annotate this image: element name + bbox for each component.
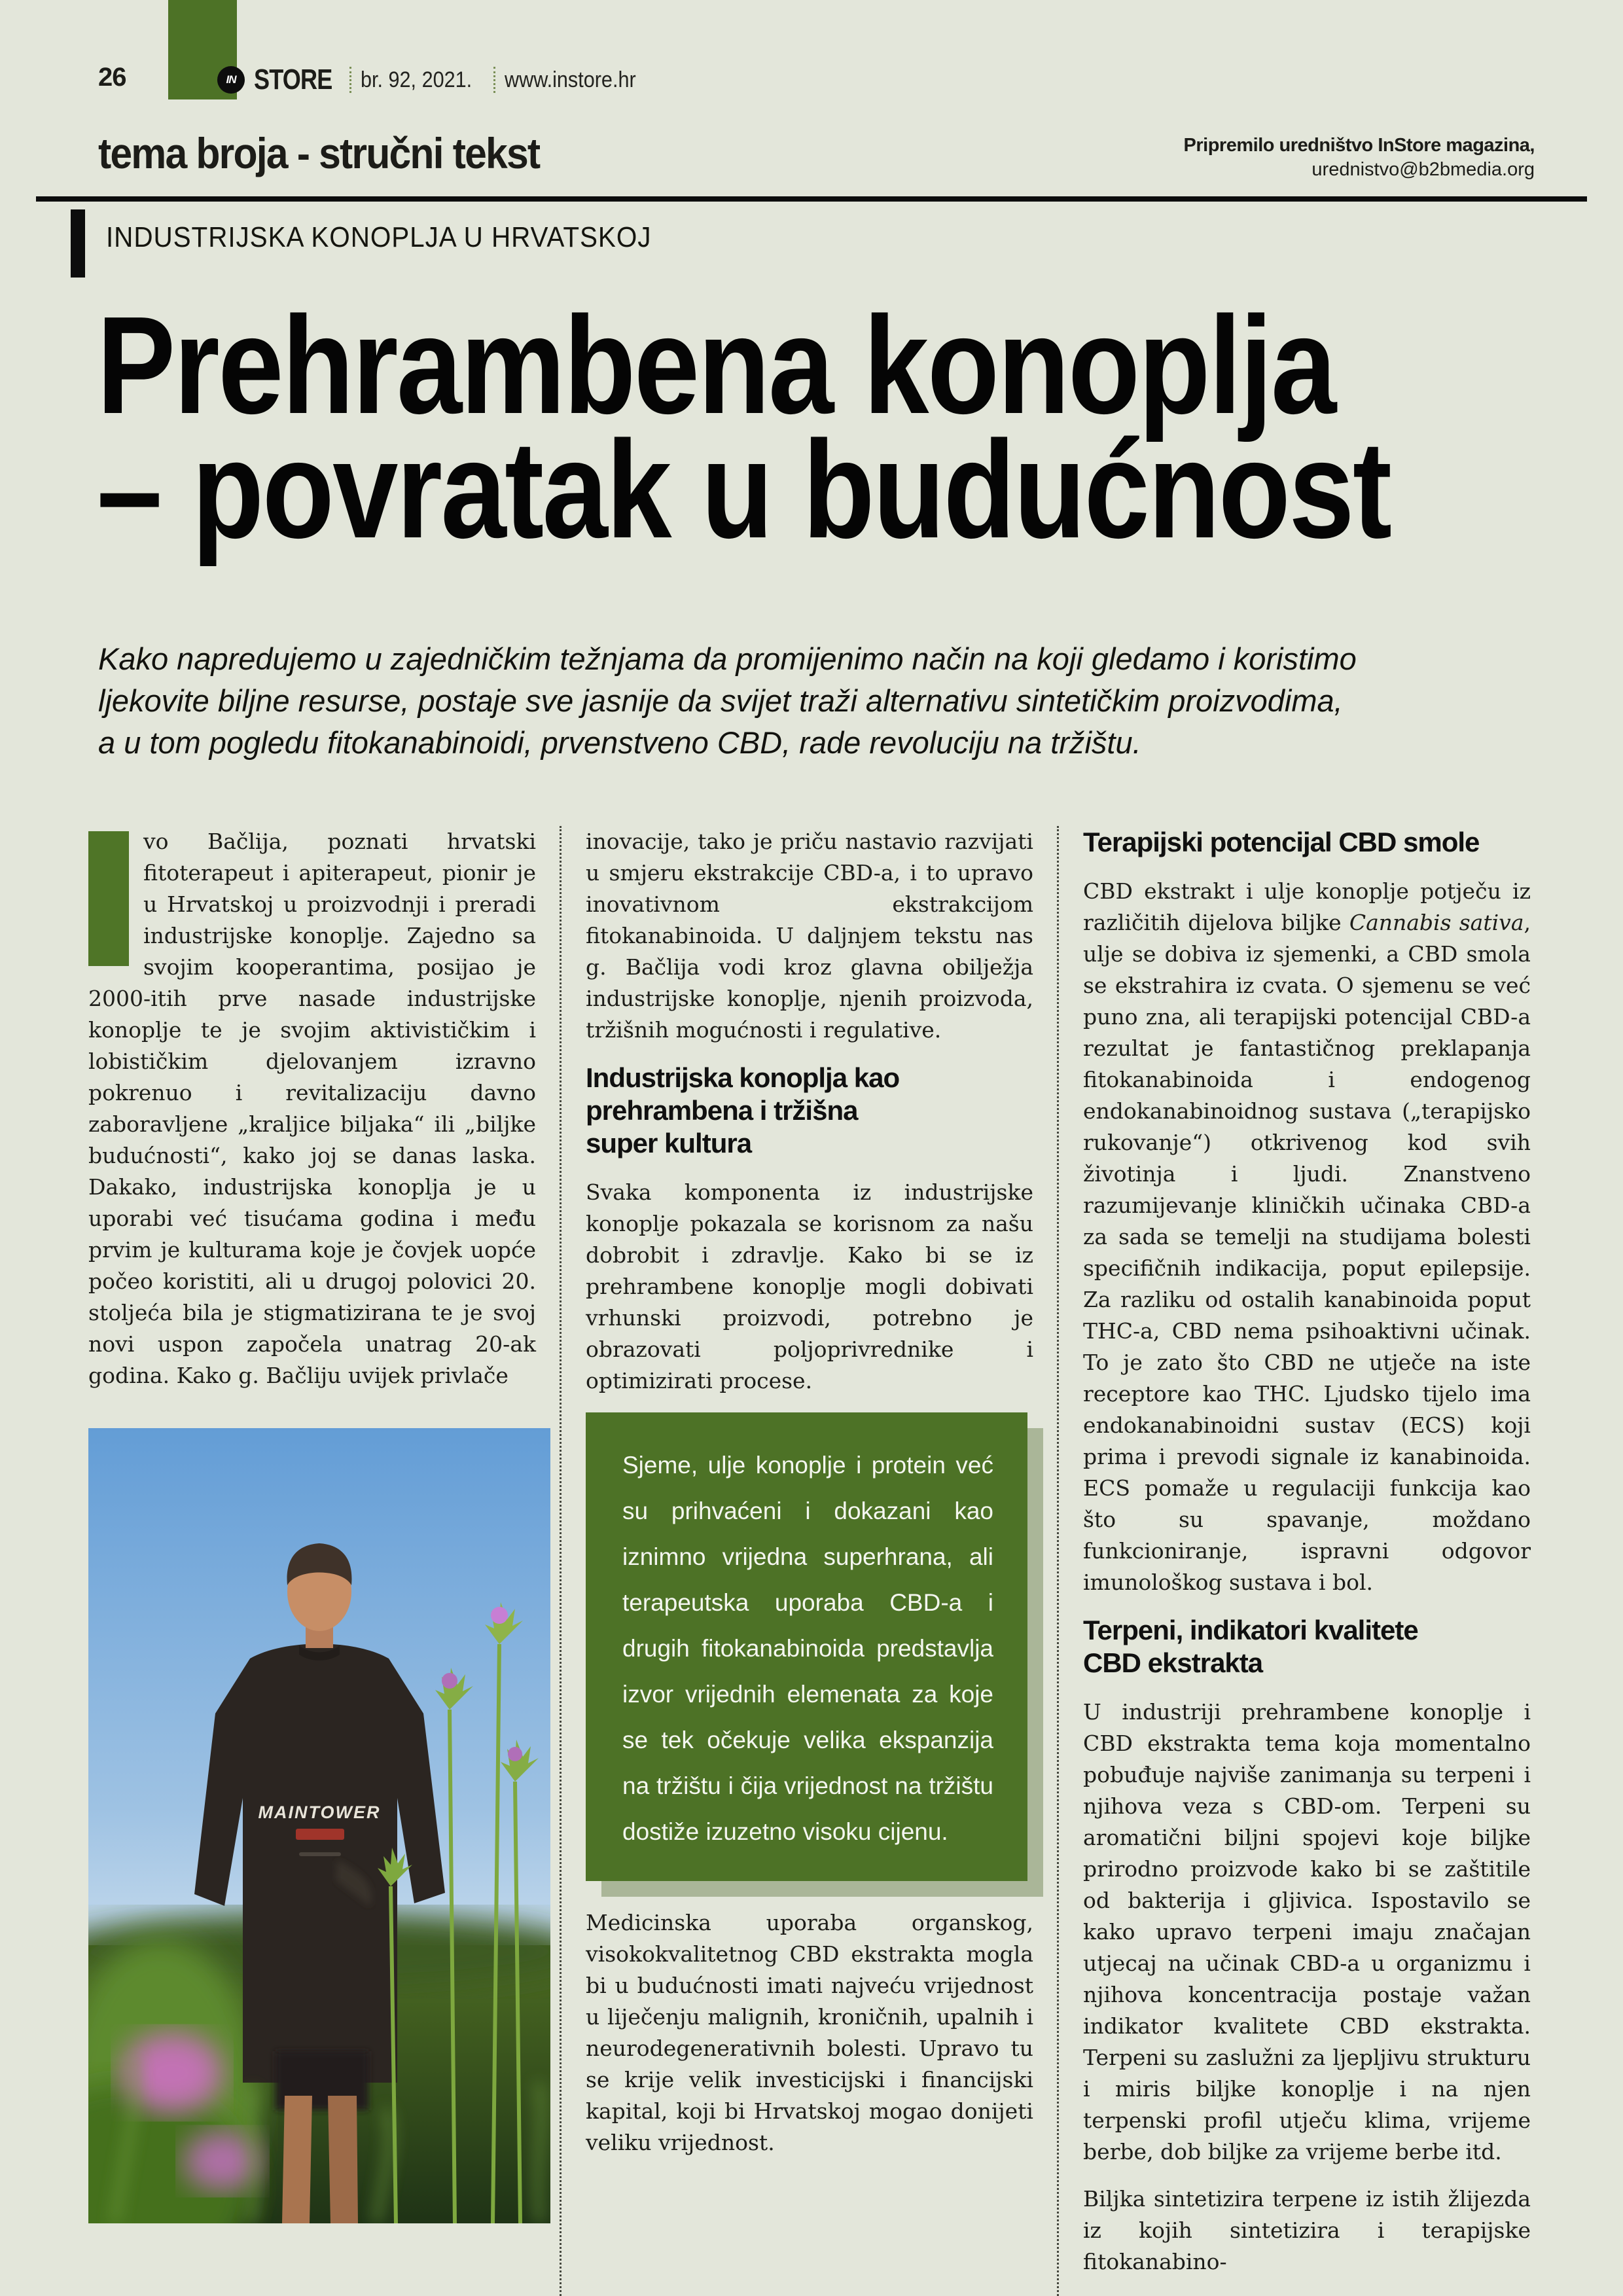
pull-quote-box: Sjeme, ulje konoplje i protein već su prihvaćeni i dokazani kao iznimno vrijedna superhrana, ali terapeutska uporaba CBD-a i drugih fitokanabinoida predstavlja izvor vrijednih elemenata za koje se tek očekuje velika ekspanzija na tržištu i čija vrijednost na tržištu dostiže izuzetno visoku cijenu. (586, 1412, 1027, 1881)
body-paragraph: inovacije, tako je priču nastavio razvijati u smjeru ekstrakcije CBD-a, i to upravo inovativnom ekstrakcijom fitokanabinoida. U daljnjem tekstu nas g. Bačlija vodi kroz glavna obilježja industrijske konoplje, njenih proizvoda, tržišnih mogućnosti i regulative. (586, 829, 1033, 1043)
headline-line2: – povratak u budućnost (97, 412, 1391, 567)
body-paragraph (88, 826, 536, 1391)
field-portrait-photo (88, 1428, 550, 2223)
lede-line: a u tom pogledu fitokanabinoidi, prvenstveno CBD, rade revoluciju na tržištu. (98, 725, 1141, 760)
masthead-divider (349, 67, 351, 93)
lede (98, 638, 1525, 764)
subheading-line: Terapijski potencijal CBD smole (1083, 827, 1480, 857)
column-1 (88, 826, 536, 2296)
subheading-line: Industrijska konoplja kao (586, 1062, 900, 1093)
body-paragraph: Medicinska uporaba organskog, visokokvalitetnog CBD ekstrakta mogla bi u budućnosti imati najveću vrijednost u liječenju malignih, kroničnih, upalnih i neurodegenerativnih bolesti. Upravo tu se krije velik investicijski i financijski kapital, koji bi Hrvatskoj mogao donijeti veliku vrijednost. (586, 1910, 1033, 2155)
credit-line: Pripremilo uredništvo InStore magazina, (1183, 135, 1535, 156)
paragraph-text: CBD ekstrakt i ulje konoplje potječu iz različitih dijelova biljke (1083, 878, 1531, 935)
subheading-terpeni (1083, 1614, 1531, 1679)
subheading-line: CBD ekstrakta (1083, 1647, 1263, 1678)
lede-line: Kako napredujemo u zajedničkim težnjama da promijenimo način na koji gledamo i koristimo (98, 641, 1357, 676)
dropcap-I (88, 831, 129, 966)
paragraph-text: vo Bačlija, poznati hrvatski fitoterapeut i apiterapeut, pionir je u Hrvatskoj u proizvodnji i preradi industrijske konoplje. Zajedno sa svojim kooperantima, posijao je 2000-itih prve nasade industrijske konoplje te je svojim aktivističkim i lobističkim djelovanjem izravno pokrenuo i revitalizaciju davno zaboravljene „kraljice biljaka“ ili „biljke budućnosti“, kako joj se danas laska. Dakako, industrijska konoplja je u uporabi već tisućama godina i među prvim je kulturama koje je čovjek uopće počeo koristiti, ali u drugoj polovici 20. stoljeća bila je stigmatizirana te je svoj novi uspon započela unatrag 20-ak godina. Kako g. Bačliju uvijek privlače (88, 829, 536, 1388)
credit-email: urednistvo@b2bmedia.org (1311, 159, 1535, 180)
page-number: 26 (98, 63, 126, 92)
body-paragraph: U industriji prehrambene konoplje i CBD ekstrakta tema koja momentalno pobuđuje najviše zanimanja su terpeni i njihova veza s CBD-om. Terpeni su aromatični biljni spojevi koje biljke prirodno proizvode kako bi se zaštitile od bakterija i gljivica. Ispostavilo se kako upravo terpeni imaju značajan utjecaj na učinak CBD-a u organizmu i njihova koncentracija postaje važan indikator kvalitete CBD ekstrakta. Terpeni su zaslužni za ljepljivu strukturu i miris biljke konoplje i na njen terpenski profil utječu klima, vrijeme berbe, dob biljke za vrijeme berbe itd. (1083, 1699, 1531, 2164)
horizontal-rule (36, 196, 1587, 202)
subheading-line: prehrambena i tržišna (586, 1095, 858, 1126)
subheading-terapijski-potencijal (1083, 826, 1531, 859)
headline-line1: Prehrambena konoplja (97, 287, 1335, 442)
subheading-line: super kultura (586, 1128, 752, 1158)
shirt-brand-text: MAINTOWER (258, 1803, 381, 1822)
masthead-divider (493, 67, 495, 93)
author-credit (1184, 135, 1535, 181)
body-paragraph: Biljka sintetizira terpene iz istih žlijezda iz kojih sintetizira i terapijske fitokanabino- (1083, 2186, 1531, 2274)
subheading-line: Terpeni, indikatori kvalitete (1083, 1615, 1418, 1645)
section-title: tema broja - stručni tekst (98, 129, 540, 177)
masthead (217, 64, 651, 96)
paragraph-text: , ulje se dobiva iz sjemenki, a CBD smola se ekstrahira iz cvata. O sjemenu se već puno zna, ali terapijski potencijal CBD-a rezultat je fantastičnog preklapanja fitokanabinoida i endogenog endokanabinoidnog sustava („terapijsko rukovanje“) otkrivenog kod svih životinja i ljudi. Znanstveno razumijevanje kliničkih učinaka CBD-a za sada se temelji na studijama bolesti specifičnih indikacija, poput epilepsije. Za razliku od ostalih kanabinoida poput THC-a, CBD nema psihoaktivni učinak. To je zato što CBD ne utječe na iste receptore kao THC. Ljudsko tijelo ima endokanabinoidni sustav (ECS) koji prima i prevodi signale iz kanabinoida. ECS pomaže u regulaciji funkcija kao što su spavanje, moždano funkcioniranje, ispravni odgovor imunološkog sustava i bol. (1083, 910, 1531, 1595)
species-name-italic: Cannabis sativa (1349, 910, 1524, 935)
instore-logo-text: STORE (254, 63, 332, 96)
column-3 (1057, 826, 1531, 2296)
kicker-bar (71, 209, 85, 278)
kicker: INDUSTRIJSKA KONOPLJA U HRVATSKOJ (106, 221, 652, 253)
lede-line: ljekovite biljne resurse, postaje sve jasnije da svijet traži alternativu sintetičkim proizvodima, (98, 683, 1343, 718)
body-paragraph: Svaka komponenta iz industrijske konoplje pokazala se korisnom za našu dobrobit i zdravlje. Kako bi se iz prehrambene konoplje mogli dobivati vrhunski proizvodi, potrebno je obrazovati poljoprivrednike i optimizirati procese. (586, 1179, 1033, 1393)
instore-logo-icon: IN (217, 66, 245, 94)
issue-number: br. 92, 2021. (360, 67, 472, 92)
column-2 (560, 826, 1033, 2296)
article-columns (88, 826, 1536, 2296)
body-paragraph (1083, 876, 1531, 1598)
subheading-industrijska-konoplja (586, 1062, 1033, 1160)
website-url: www.instore.hr (504, 67, 636, 92)
